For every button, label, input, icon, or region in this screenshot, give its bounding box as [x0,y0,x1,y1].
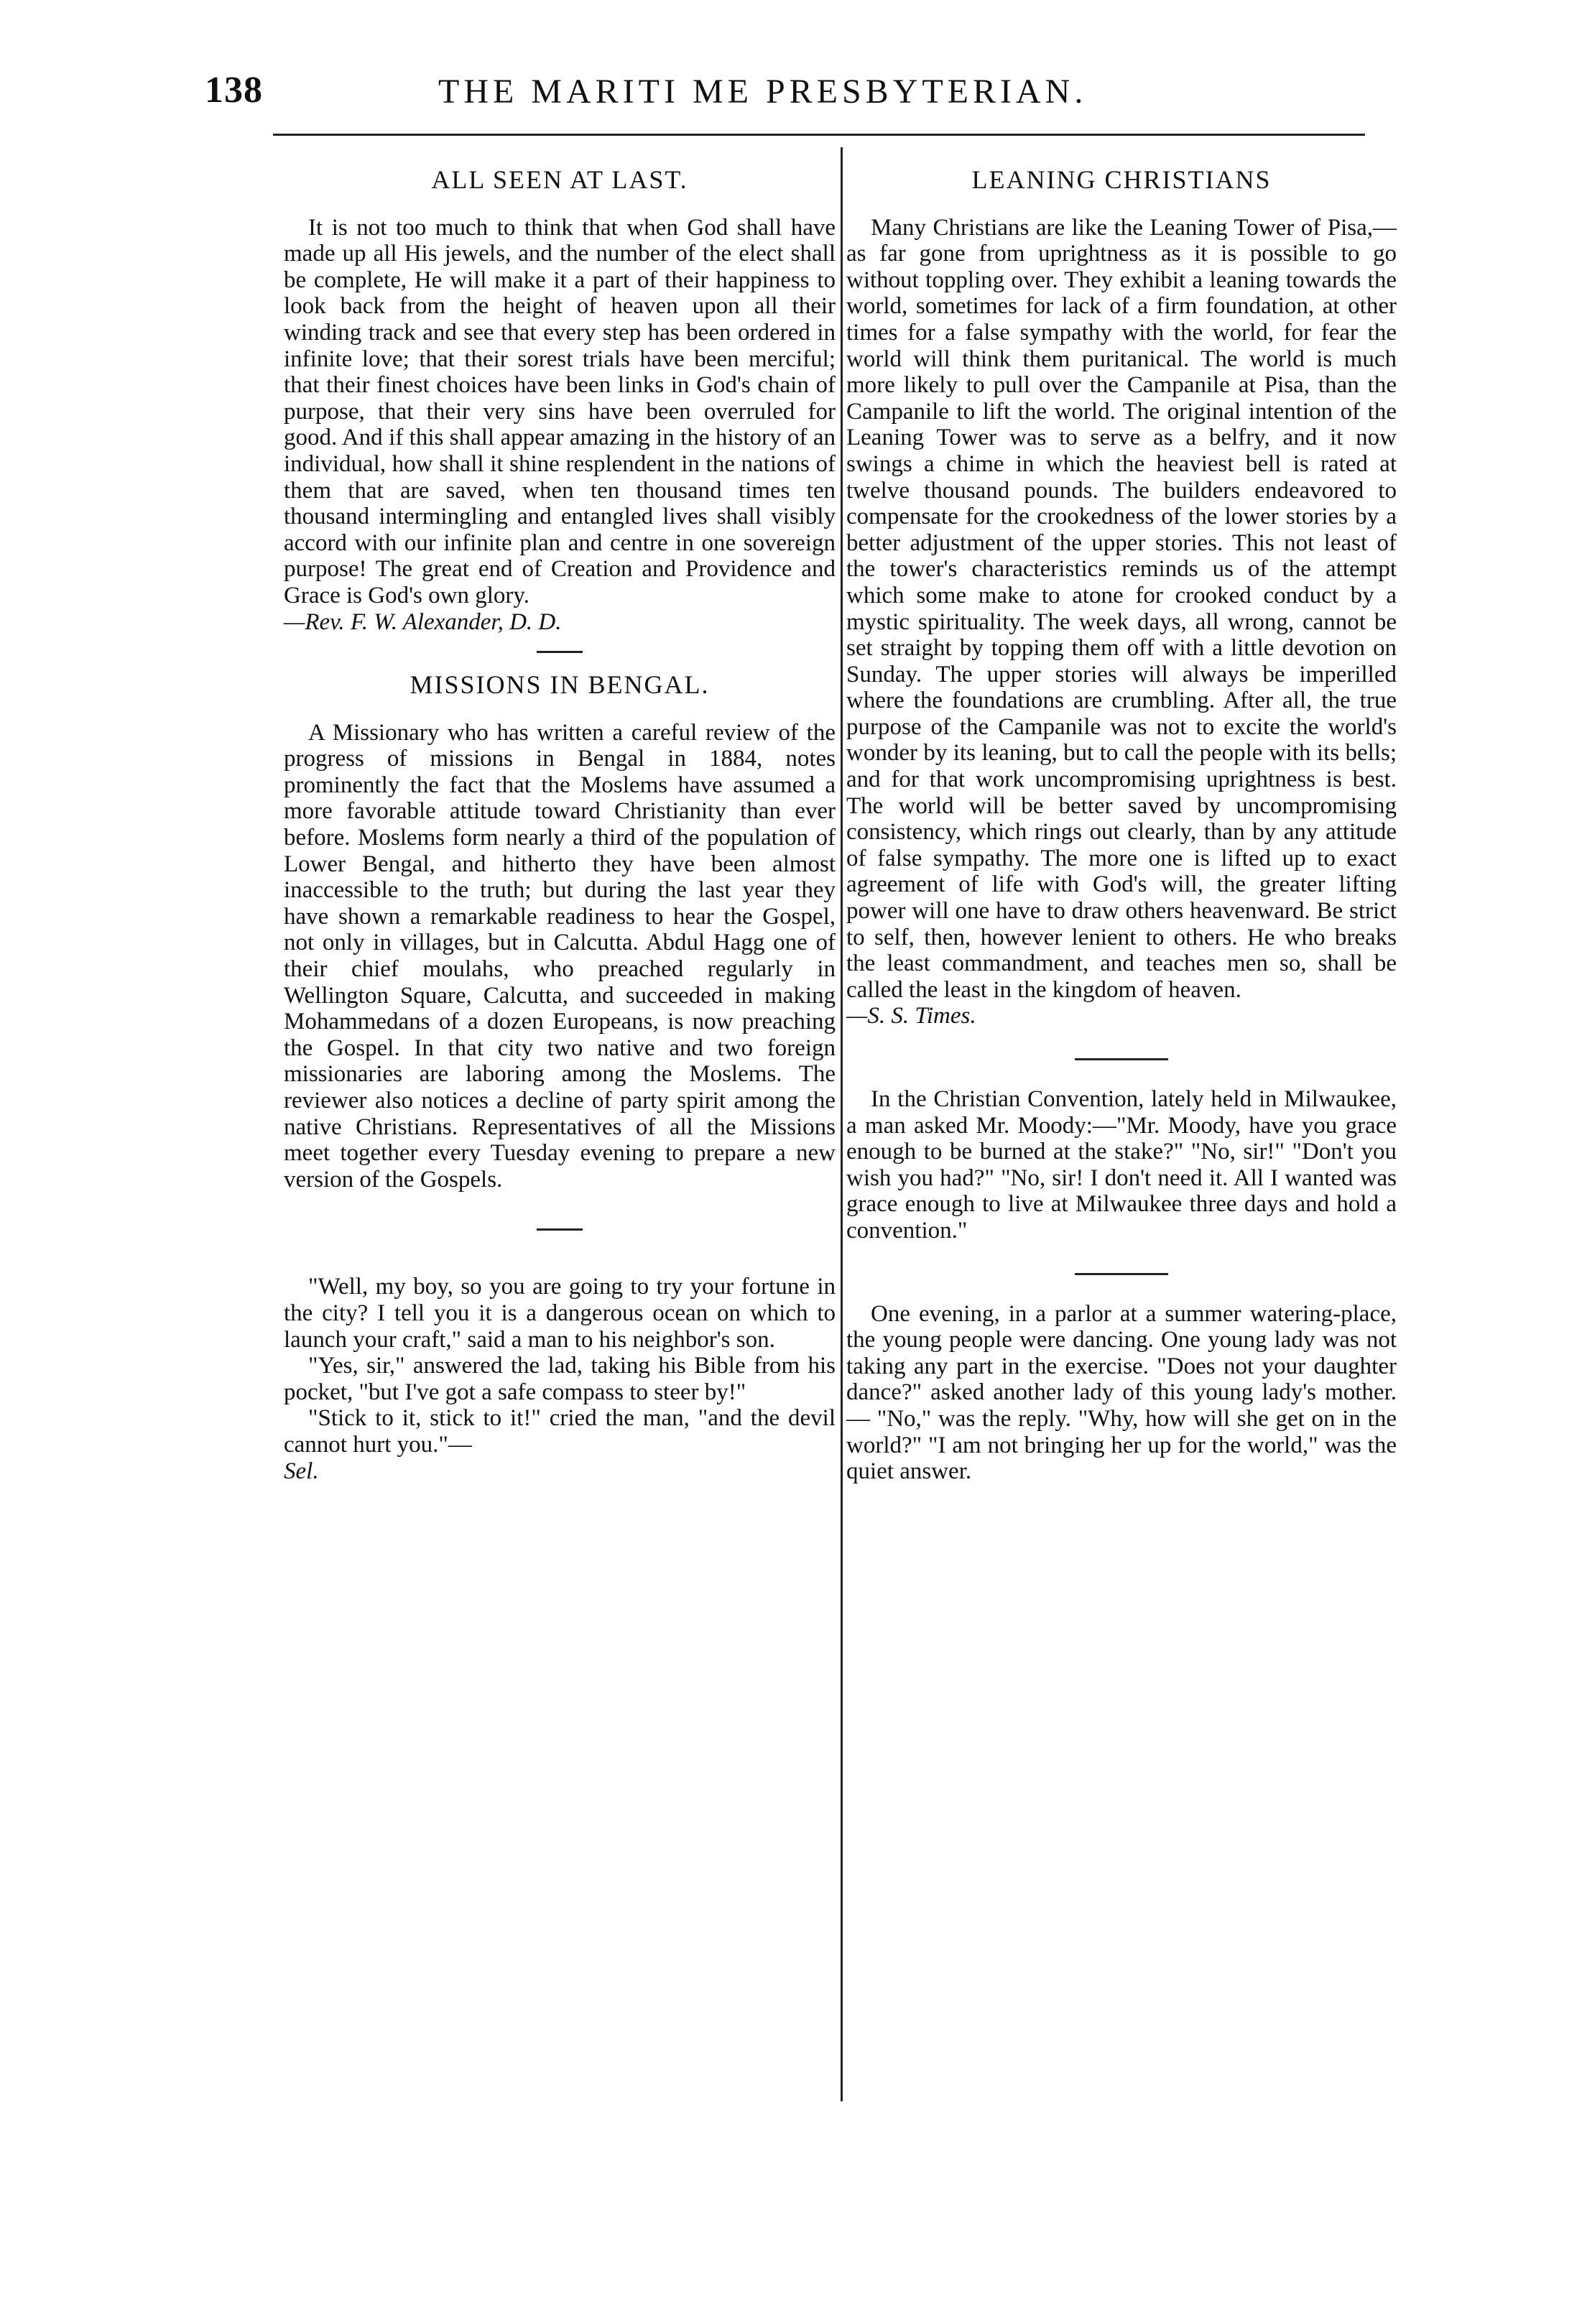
anecdote-paragraph: "Yes, sir," answered the lad, taking his Bible from his pocket, "but I've got a safe compass to steer by!" [284,1353,836,1405]
parlor-paragraph: One evening, in a parlor at a summer watering-place, the young people were dancing. One young lady was not taking any part in the exercise. "Does not your daughter dance?" asked another lady of this young lady's mother.— "No," was the reply. "Why, how will she get on in the world?" "I am not bringing her up for the world," was the quiet answer. [846,1300,1397,1485]
article-title-leaning-christians: LEANING CHRISTIANS [971,165,1272,194]
article-signature: —S. S. Times. [846,1003,976,1029]
anecdote-paragraph: "Stick to it, stick to it!" cried the man, "and the devil cannot hurt you."— [284,1405,836,1458]
page-header [0,0,1582,144]
section-divider [1075,1273,1168,1275]
header-rule [273,134,1365,136]
page-number: 138 [205,70,263,111]
anecdote-signature: Sel. [284,1458,319,1484]
article-signature: —Rev. F. W. Alexander, D. D. [284,608,562,635]
article-body-all-seen-at-last: It is not too much to think that when God shall have made up all His jewels, and the number of the elect shall be complete, He will make it a part of their happiness to look back from the height of heaven upon all their winding track and see that every step has been ordered in infinite love; that their sorest trials have been merciful; that their finest choices have been links in God's chain of purpose, that their very sins have been overruled for good. And if this shall appear amazing in the history of an individual, how shall it shine resplendent in the nations of them that are saved, when ten thousand times ten thousand intermingling and entangled lives shall visibly accord with our infinite plan and centre in one sovereign purpose! The great end of Creation and Providence and Grace is God's own glory. [284,214,836,608]
masthead-title: THE MARITI ME PRESBYTERIAN. [438,73,1088,111]
article-body-leaning-christians: Many Christians are like the Leaning Tower of Pisa,—as far gone from uprightness as it is possible to go without toppling over. They exhibit a leaning towards the world, sometimes for lack of a firm foundation, at other times for a false sympathy with the world, for fear the world will think them puritanical. The world is much more likely to pull over the Campanile at Pisa, than the Campanile to lift the world. The original intention of the Leaning Tower was to serve as a belfry, and it now swings a chime in which the heaviest bell is rated at twelve thousand pounds. The builders endeavored to compensate for the crookedness of the lower stories by a better adjustment of the upper stories. This not least of the tower's characteristics reminds us of the attempt which some make to atone for crooked conduct by a mystic spirituality. The week days, all wrong, cannot be set straight by topping them off with a little devotion on Sunday. The upper stories will always be imperilled where the foundations are crumbling. After all, the true purpose of the Campanile was not to excite the world's wonder by its leaning, but to call the people with its bells; and for that work uncompromising uprightness is best. The world will be better saved by uncompromising consistency, which rings out clearly, than by any attitude of false sympathy. The more one is lifted up to exact agreement of life with God's will, the greater lifting power will one have to draw others heavenward. Be strict to self, then, however lenient to others. He who breaks the least commandment, and teaches men so, shall be called the least in the kingdom of heaven. [846,214,1397,1003]
article-title-missions-in-bengal: MISSIONS IN BENGAL. [410,670,710,700]
article-body-missions-in-bengal: A Missionary who has written a careful review of the progress of missions in Bengal in 1884, notes prominently the fact that the Moslems have assumed a more favorable attitude toward Christianity than ever before. Moslems form nearly a third of the population of Lower Bengal, and hitherto they have been almost inaccessible to the truth; but during the last year they have shown a remarkable readiness to hear the Gospel, not only in villages, but in Calcutta. Abdul Hagg one of their chief moulahs, who preached regularly in Wellington Square, Calcutta, and succeeded in making Mohammedans of a dozen Europeans, is now preaching the Gospel. In that city two native and two foreign missionaries are laboring among the Moslems. The reviewer also notices a decline of party spirit among the native Christians. Representatives of all the Missions meet together every Tuesday evening to prepare a new version of the Gospels. [284,719,836,1193]
section-divider [1075,1058,1168,1060]
convention-paragraph: In the Christian Convention, lately held in Milwaukee, a man asked Mr. Moody:—"Mr. Moody, have you grace enough to be burned at the stake?" "No, sir!" "Don't you wish you had?" "No, sir! I don't need it. All I wanted was grace enough to live at Milwaukee three days and hold a convention." [846,1086,1397,1244]
left-column [284,167,836,1484]
article-title-all-seen-at-last: ALL SEEN AT LAST. [431,165,688,194]
section-divider [537,651,583,653]
right-column [846,167,1397,1485]
column-divider [841,147,843,2101]
section-divider [537,1228,583,1231]
anecdote-paragraph: "Well, my boy, so you are going to try your fortune in the city? I tell you it is a dangerous ocean on which to launch your craft," said a man to his neighbor's son. [284,1274,836,1353]
